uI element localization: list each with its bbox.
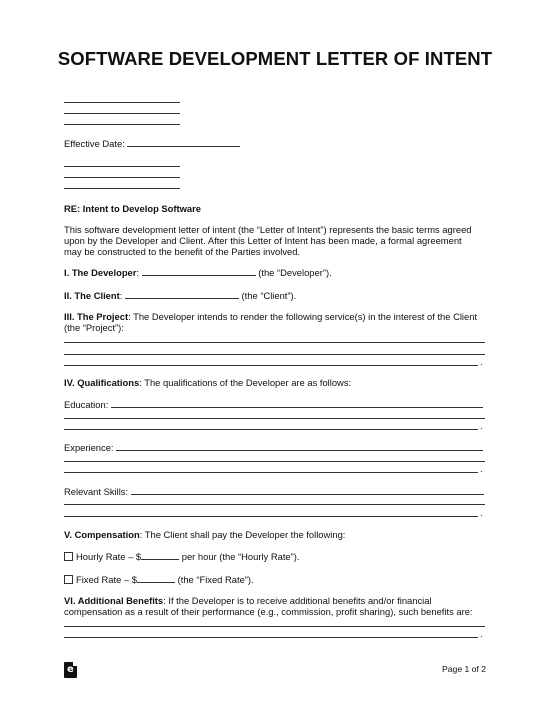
benefits-line[interactable] xyxy=(64,637,478,638)
experience-field[interactable] xyxy=(116,441,483,451)
effective-date-field[interactable] xyxy=(127,137,240,147)
line-end-period: . xyxy=(480,628,483,639)
education-row xyxy=(64,398,483,411)
qualifications-row: IV. Qualifications: The qualifications of the Developer are as follows: xyxy=(64,377,352,388)
document-title: SOFTWARE DEVELOPMENT LETTER OF INTENT xyxy=(57,48,493,69)
developer-heading: I. The Developer xyxy=(64,267,137,278)
fixed-rate-row: Fixed Rate – $ (the “Fixed Rate”). xyxy=(64,573,254,586)
hourly-rate-checkbox[interactable] xyxy=(64,552,73,561)
hourly-rate-field[interactable] xyxy=(141,550,179,560)
eforms-logo-icon: e xyxy=(64,662,77,678)
address-line[interactable] xyxy=(64,113,180,114)
address-line[interactable] xyxy=(64,166,180,167)
compensation-heading: V. Compensation xyxy=(64,529,140,540)
re-line: RE: Intent to Develop Software xyxy=(64,203,201,214)
address-line[interactable] xyxy=(64,102,180,103)
benefits-row-cont: compensation as a result of their performance (e.g., commission, profit sharing), such benefits are: xyxy=(64,606,473,617)
line-end-period: . xyxy=(480,420,483,431)
experience-label: Experience: xyxy=(64,442,117,453)
address-line[interactable] xyxy=(64,124,180,125)
intro-line: may be constructed to the benefit of the Parties involved. xyxy=(64,246,301,257)
education-label: Education: xyxy=(64,399,111,410)
developer-name-field[interactable] xyxy=(142,266,256,276)
developer-row: I. The Developer: (the “Developer”). xyxy=(64,267,332,278)
line-end-period: . xyxy=(480,356,483,367)
line-end-period: . xyxy=(480,463,483,474)
project-row-cont: (the “Project”): xyxy=(64,322,124,333)
intro-line: upon by the Developer and Client. After this Letter of Intent has been made, a formal agreement xyxy=(64,235,462,246)
project-line[interactable] xyxy=(64,365,478,366)
hourly-rate-label: Hourly Rate – $ xyxy=(76,551,142,562)
client-name-field[interactable] xyxy=(125,289,239,299)
qualifications-heading: IV. Qualifications xyxy=(64,377,140,388)
compensation-row: V. Compensation: The Client shall pay the Developer the following: xyxy=(64,529,346,540)
skills-field[interactable] xyxy=(131,485,484,495)
effective-date-row xyxy=(64,137,240,150)
benefits-line[interactable] xyxy=(64,626,485,627)
line-end-period: . xyxy=(480,507,483,518)
experience-line[interactable] xyxy=(64,461,485,462)
project-line[interactable] xyxy=(64,354,485,355)
address-line[interactable] xyxy=(64,188,180,189)
skills-line[interactable] xyxy=(64,504,485,505)
hourly-rate-row: Hourly Rate – $ per hour (the “Hourly Rate”). xyxy=(64,550,300,563)
intro-line: This software development letter of intent (the “Letter of Intent”) represents the basic terms agreed xyxy=(64,224,472,235)
benefits-row: VI. Additional Benefits: If the Developer is to receive additional benefits and/or financial xyxy=(64,595,432,606)
project-row: III. The Project: The Developer intends to render the following service(s) in the interest of the Client xyxy=(64,311,478,322)
fixed-rate-checkbox[interactable] xyxy=(64,575,73,584)
address-line[interactable] xyxy=(64,177,180,178)
education-line[interactable] xyxy=(64,429,478,430)
page-number: Page 1 of 2 xyxy=(442,664,486,674)
project-heading: III. The Project xyxy=(64,311,129,322)
education-field[interactable] xyxy=(111,398,483,408)
project-line[interactable] xyxy=(64,342,485,343)
education-line[interactable] xyxy=(64,418,485,419)
effective-date-label: Effective Date: xyxy=(64,138,128,149)
skills-line[interactable] xyxy=(64,516,478,517)
benefits-heading: VI. Additional Benefits xyxy=(64,595,164,606)
experience-row xyxy=(64,441,483,454)
fixed-rate-label: Fixed Rate – $ xyxy=(76,574,137,585)
fixed-rate-field[interactable] xyxy=(137,573,175,583)
client-heading: II. The Client xyxy=(64,290,120,301)
skills-row xyxy=(64,485,484,498)
client-row: II. The Client: (the “Client”). xyxy=(64,290,297,301)
skills-label: Relevant Skills: xyxy=(64,486,131,497)
experience-line[interactable] xyxy=(64,472,478,473)
